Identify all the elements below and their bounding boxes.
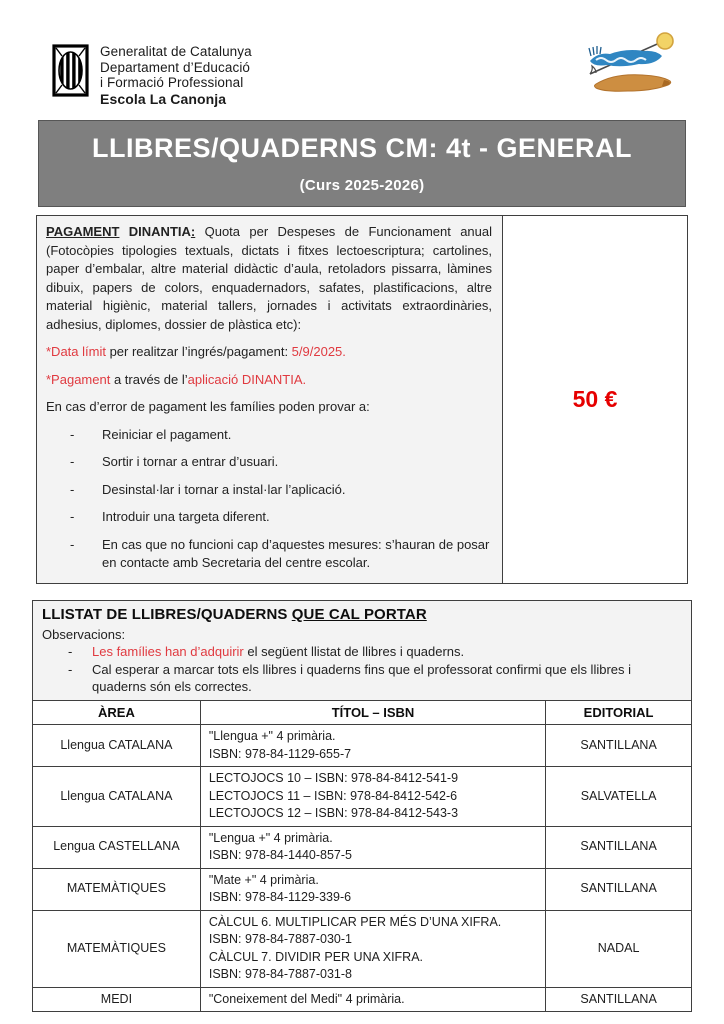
- title-line: ISBN: 978-84-7887-031-8: [208, 967, 352, 981]
- payment-heading-rest: DINANTIA: [119, 224, 191, 239]
- deadline-label: *Data límit: [46, 344, 106, 359]
- method-line: [46, 371, 492, 390]
- title-cell: [200, 826, 545, 868]
- title-line: ISBN: 978-84-1129-339-6: [208, 890, 352, 904]
- booklist-title: [42, 606, 681, 623]
- table-row: [33, 826, 692, 868]
- observations-label: Observacions:: [42, 627, 126, 642]
- title-cell: [200, 910, 545, 987]
- area-cell: Llengua CATALANA: [33, 767, 201, 827]
- area-cell: MEDI: [33, 987, 201, 1012]
- bullet-text: Sortir i tornar a entrar d’usuari.: [102, 454, 279, 469]
- generalitat-shield-icon: [52, 44, 89, 97]
- observation-rest-text: el següent llistat de llibres i quaderns.: [243, 644, 465, 659]
- title-line: "Lengua +" 4 primària.: [208, 830, 333, 845]
- column-header-editorial: EDITORIAL: [546, 700, 692, 725]
- editorial-cell: SANTILLANA: [546, 987, 692, 1012]
- price-cell: [503, 216, 687, 583]
- booklist-section: [32, 600, 692, 1012]
- title-cell: [200, 725, 545, 767]
- editorial-cell: SALVATELLA: [546, 767, 692, 827]
- title-line: "Coneixement del Medi" 4 primària.: [208, 991, 405, 1006]
- gencat-line-2: Departament d’Educació: [100, 59, 251, 75]
- booklist-header-block: [32, 600, 692, 700]
- method-text: a través de l’: [110, 371, 188, 387]
- bullet-text: Reiniciar el pagament.: [102, 426, 232, 442]
- page-subtitle: (Curs 2025-2026): [299, 177, 425, 194]
- gencat-line-3: i Formació Professional: [100, 75, 244, 90]
- title-cell: [200, 767, 545, 827]
- title-line: CÀLCUL 6. MULTIPLICAR PER MÉS D’UNA XIFRA.: [208, 914, 502, 929]
- price-value: 50 €: [572, 385, 618, 412]
- generalitat-logo-block: [52, 44, 252, 107]
- bullet-text: En cas que no funcioni cap d’aquestes mesures: s’hauran de posar en contacte amb Secretaria del centre escolar.: [102, 536, 490, 570]
- bullet-marker: -: [70, 536, 75, 552]
- title-banner: [38, 120, 686, 207]
- bullet-marker: -: [70, 509, 75, 524]
- title-line: "Llengua +" 4 primària.: [208, 729, 336, 743]
- deadline-line: [46, 343, 492, 362]
- payment-table: [36, 215, 688, 584]
- school-logo-icon: [580, 30, 678, 103]
- title-line: ISBN: 978-84-1440-857-5: [208, 848, 352, 862]
- bullet-item: [70, 453, 492, 472]
- books-table: [32, 700, 692, 1013]
- area-cell: MATEMÀTIQUES: [33, 910, 201, 987]
- bullet-marker: -: [68, 661, 73, 677]
- payment-paragraph: [46, 223, 492, 334]
- page-title: LLIBRES/QUADERNS CM: 4t - GENERAL: [91, 133, 632, 163]
- bullet-marker: -: [68, 644, 73, 659]
- editorial-cell: SANTILLANA: [546, 868, 692, 910]
- error-intro-line: En cas d’error de pagament les famílies poden provar a:: [46, 399, 370, 414]
- bullet-item: [70, 508, 492, 527]
- books-header-row: [33, 700, 692, 725]
- bullet-text: Introduir una targeta diferent.: [102, 509, 270, 524]
- deadline-date: 5/9/2025.: [291, 344, 346, 359]
- bullet-marker: -: [70, 481, 75, 497]
- payment-info-cell: [37, 216, 503, 583]
- table-row: [33, 767, 692, 827]
- table-row: [33, 987, 692, 1012]
- observation-text: [92, 643, 681, 661]
- observation-item: [68, 643, 681, 661]
- booklist-title-plain: LLISTAT DE LLIBRES/QUADERNS: [42, 606, 292, 623]
- table-row: [33, 868, 692, 910]
- gencat-line-1: Generalitat de Catalunya: [100, 44, 252, 59]
- title-line: LECTOJOCS 10 – ISBN: 978-84-8412-541-9: [208, 771, 459, 785]
- area-cell: MATEMÀTIQUES: [33, 868, 201, 910]
- column-header-area: ÀREA: [33, 700, 201, 725]
- title-line: CÀLCUL 7. DIVIDIR PER UNA XIFRA.: [208, 949, 424, 964]
- bullet-text: Desinstal·lar i tornar a instal·lar l’aplicació.: [102, 481, 346, 497]
- bullet-item: [70, 426, 492, 445]
- table-row: [33, 910, 692, 987]
- method-app: aplicació DINANTIA.: [187, 371, 307, 387]
- payment-heading-colon: :: [190, 224, 196, 239]
- editorial-cell: SANTILLANA: [546, 725, 692, 767]
- title-cell: [200, 987, 545, 1012]
- payment-bullet-list: [46, 426, 492, 573]
- booklist-title-underlined: QUE CAL PORTAR: [291, 606, 427, 623]
- bullet-item: [70, 481, 492, 500]
- method-label: *Pagament: [46, 371, 111, 387]
- deadline-text: per realitzar l’ingrés/pagament:: [105, 344, 292, 359]
- gencat-text-block: [100, 44, 252, 107]
- title-line: LECTOJOCS 12 – ISBN: 978-84-8412-543-3: [208, 806, 459, 820]
- bullet-marker: -: [70, 426, 75, 442]
- bullet-item: [70, 536, 492, 573]
- title-line: ISBN: 978-84-1129-655-7: [208, 746, 352, 761]
- editorial-cell: SANTILLANA: [546, 826, 692, 868]
- bullet-marker: -: [70, 454, 75, 469]
- editorial-cell: NADAL: [546, 910, 692, 987]
- table-row: [33, 725, 692, 767]
- area-cell: Llengua CATALANA: [33, 725, 201, 767]
- title-line: "Mate +" 4 primària.: [208, 872, 319, 887]
- title-line: LECTOJOCS 11 – ISBN: 978-84-8412-542-6: [208, 788, 458, 803]
- title-line: ISBN: 978-84-7887-030-1: [208, 932, 352, 946]
- observation-red-text: Les famílies han d’adquirir: [92, 644, 244, 659]
- area-cell: Lengua CASTELLANA: [33, 826, 201, 868]
- payment-heading-underlined: PAGAMENT: [46, 224, 120, 239]
- payment-body-text: Quota per Despeses de Funcionament anual (Fotocòpies tipologies textuals, dictats i fitxes lectoescriptura; cartolines, paper d’embalar, altre material didàctic d’aula, retoladors pissarra, làmines dibuix, papers de colors, enquadernadors, safates, plastificacions, altre material higiènic, material tallers, jornades i activitats extraordinàries, adhesius, diplomes, dossier de plàstica etc):: [46, 224, 492, 332]
- observation-text: Cal esperar a marcar tots els llibres i quaderns fins que el professorat confirmi que els llibres i quaderns són els correctes.: [92, 661, 632, 694]
- title-cell: [200, 868, 545, 910]
- school-name: Escola La Canonja: [100, 90, 227, 107]
- observation-item: [68, 661, 681, 696]
- column-header-title-isbn: TÍTOL – ISBN: [200, 700, 545, 725]
